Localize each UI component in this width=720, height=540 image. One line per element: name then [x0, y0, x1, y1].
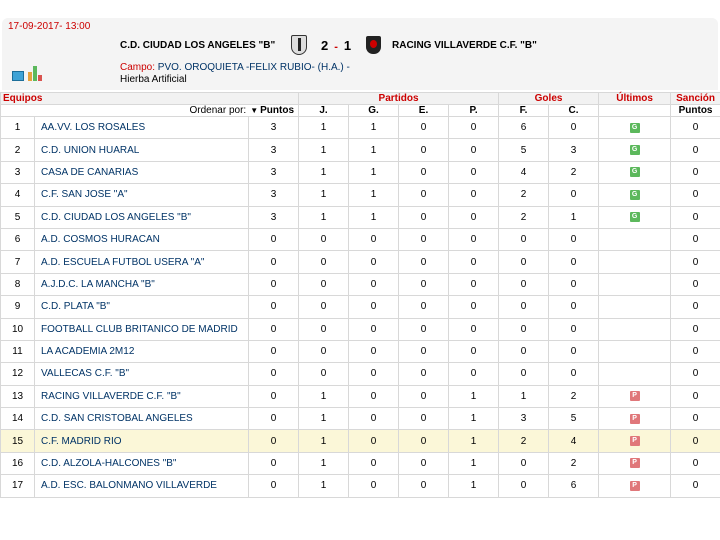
won: 0 [349, 452, 399, 474]
goals-for: 0 [499, 318, 549, 340]
sanction-points: 0 [671, 139, 720, 161]
points: 3 [249, 161, 299, 183]
team-name[interactable]: A.J.D.C. LA MANCHA "B" [35, 273, 249, 295]
goals-for: 1 [499, 385, 549, 407]
win-badge-icon: G [630, 167, 640, 177]
table-row[interactable] [1, 363, 720, 385]
last-result [599, 430, 671, 452]
table-row[interactable] [1, 318, 720, 340]
points: 0 [249, 296, 299, 318]
drawn: 0 [399, 139, 449, 161]
table-row[interactable] [1, 340, 720, 362]
sancion-header: Sanción [671, 93, 720, 105]
team-name[interactable]: LA ACADEMIA 2M12 [35, 340, 249, 362]
won: 1 [349, 206, 399, 228]
played: 0 [299, 363, 349, 385]
drawn: 0 [399, 430, 449, 452]
last-result [599, 161, 671, 183]
team-name[interactable]: C.D. UNION HUARAL [35, 139, 249, 161]
lost: 0 [449, 139, 499, 161]
lost: 0 [449, 363, 499, 385]
goals-for: 3 [499, 408, 549, 430]
points: 3 [249, 206, 299, 228]
position: 8 [1, 273, 35, 295]
col-header-ultimos [599, 105, 671, 117]
col-header-e[interactable]: E. [399, 105, 449, 117]
last-result [599, 139, 671, 161]
position: 10 [1, 318, 35, 340]
lost: 0 [449, 318, 499, 340]
team-name[interactable]: C.F. MADRID RIO [35, 430, 249, 452]
loss-badge-icon: P [630, 391, 640, 401]
position: 3 [1, 161, 35, 183]
team-name[interactable]: FOOTBALL CLUB BRITANICO DE MADRID [35, 318, 249, 340]
position: 4 [1, 184, 35, 206]
sanction-points: 0 [671, 340, 720, 362]
goals-for: 0 [499, 340, 549, 362]
last-result [599, 475, 671, 497]
goals-for: 0 [499, 251, 549, 273]
team-name[interactable]: VALLECAS C.F. "B" [35, 363, 249, 385]
won: 0 [349, 430, 399, 452]
lost: 0 [449, 228, 499, 250]
team-name[interactable]: C.F. SAN JOSE "A" [35, 184, 249, 206]
played: 1 [299, 117, 349, 139]
goals-against: 0 [549, 117, 599, 139]
last-result [599, 363, 671, 385]
played: 1 [299, 475, 349, 497]
goals-against: 0 [549, 251, 599, 273]
won: 1 [349, 161, 399, 183]
lost: 0 [449, 273, 499, 295]
last-result [599, 385, 671, 407]
goals-for: 0 [499, 273, 549, 295]
goals-against: 0 [549, 184, 599, 206]
team-name[interactable]: C.D. ALZOLA-HALCONES "B" [35, 452, 249, 474]
position: 16 [1, 452, 35, 474]
win-badge-icon: G [630, 212, 640, 222]
loss-badge-icon: P [630, 458, 640, 468]
sanction-points: 0 [671, 184, 720, 206]
table-row[interactable] [1, 161, 720, 183]
drawn: 0 [399, 385, 449, 407]
sanction-points: 0 [671, 408, 720, 430]
goles-header: Goles [499, 93, 599, 105]
points: 0 [249, 408, 299, 430]
sanction-points: 0 [671, 296, 720, 318]
win-badge-icon: G [630, 145, 640, 155]
table-row[interactable] [1, 228, 720, 250]
played: 1 [299, 184, 349, 206]
sort-control[interactable] [1, 105, 299, 117]
table-row[interactable] [1, 408, 720, 430]
venue-info [120, 62, 380, 86]
lost: 0 [449, 161, 499, 183]
goals-against: 3 [549, 139, 599, 161]
last-result [599, 318, 671, 340]
col-header-c[interactable]: C. [549, 105, 599, 117]
last-result [599, 184, 671, 206]
won: 0 [349, 340, 399, 362]
team-name[interactable]: AA.VV. LOS ROSALES [35, 117, 249, 139]
points: 3 [249, 117, 299, 139]
ultimos-header: Últimos [599, 93, 671, 105]
last-result [599, 117, 671, 139]
lost: 0 [449, 184, 499, 206]
sanction-points: 0 [671, 452, 720, 474]
score-separator: - [334, 41, 338, 53]
sanction-points: 0 [671, 206, 720, 228]
goals-for: 6 [499, 117, 549, 139]
goals-against: 5 [549, 408, 599, 430]
win-badge-icon: G [630, 190, 640, 200]
goals-against: 4 [549, 430, 599, 452]
sort-down-arrow-icon[interactable]: ▼ [250, 106, 259, 115]
won: 0 [349, 296, 399, 318]
table-row[interactable] [1, 184, 720, 206]
table-row[interactable] [1, 296, 720, 318]
team-name[interactable]: A.D. COSMOS HURACAN [35, 228, 249, 250]
points: 0 [249, 363, 299, 385]
position: 6 [1, 228, 35, 250]
won: 0 [349, 228, 399, 250]
last-result [599, 296, 671, 318]
table-row[interactable] [1, 475, 720, 497]
sort-label: Ordenar por: [189, 105, 247, 116]
won: 0 [349, 408, 399, 430]
lost: 0 [449, 251, 499, 273]
sanction-points: 0 [671, 251, 720, 273]
away-team-crest-icon [366, 36, 381, 54]
sanction-points: 0 [671, 475, 720, 497]
table-row[interactable] [1, 206, 720, 228]
won: 0 [349, 318, 399, 340]
team-name[interactable]: A.D. ESCUELA FUTBOL USERA "A" [35, 251, 249, 273]
goals-for: 2 [499, 430, 549, 452]
points: 0 [249, 340, 299, 362]
points: 0 [249, 251, 299, 273]
sanction-points: 0 [671, 117, 720, 139]
last-result [599, 206, 671, 228]
lost: 1 [449, 408, 499, 430]
points: 0 [249, 318, 299, 340]
team-name[interactable]: RACING VILLAVERDE C.F. "B" [35, 385, 249, 407]
team-name[interactable]: CASA DE CANARIAS [35, 161, 249, 183]
venue-label: Campo: [120, 62, 156, 73]
played: 0 [299, 296, 349, 318]
col-header-p[interactable]: P. [449, 105, 499, 117]
goals-for: 0 [499, 296, 549, 318]
drawn: 0 [399, 296, 449, 318]
table-row[interactable] [1, 139, 720, 161]
sanction-points: 0 [671, 385, 720, 407]
played: 1 [299, 408, 349, 430]
table-row[interactable] [1, 452, 720, 474]
won: 0 [349, 251, 399, 273]
position: 12 [1, 363, 35, 385]
played: 1 [299, 161, 349, 183]
goals-for: 4 [499, 161, 549, 183]
position: 11 [1, 340, 35, 362]
last-result [599, 340, 671, 362]
lost: 0 [449, 117, 499, 139]
points: 0 [249, 452, 299, 474]
goals-against: 2 [549, 452, 599, 474]
sanction-points: 0 [671, 273, 720, 295]
loss-badge-icon: P [630, 481, 640, 491]
position: 5 [1, 206, 35, 228]
points: 0 [249, 430, 299, 452]
points: 0 [249, 273, 299, 295]
won: 0 [349, 363, 399, 385]
drawn: 0 [399, 184, 449, 206]
last-result [599, 251, 671, 273]
partidos-header: Partidos [299, 93, 499, 105]
stats-chart-icon[interactable] [12, 65, 44, 81]
home-team-name[interactable]: C.D. CIUDAD LOS ANGELES "B" [120, 40, 276, 51]
team-name[interactable]: C.D. CIUDAD LOS ANGELES "B" [35, 206, 249, 228]
drawn: 0 [399, 318, 449, 340]
goals-against: 6 [549, 475, 599, 497]
team-name[interactable]: C.D. SAN CRISTOBAL ANGELES [35, 408, 249, 430]
table-row[interactable] [1, 430, 720, 452]
drawn: 0 [399, 273, 449, 295]
goals-for: 2 [499, 206, 549, 228]
sanction-points: 0 [671, 228, 720, 250]
played: 0 [299, 273, 349, 295]
drawn: 0 [399, 452, 449, 474]
position: 7 [1, 251, 35, 273]
table-row[interactable] [1, 385, 720, 407]
points: 0 [249, 228, 299, 250]
goals-against: 0 [549, 318, 599, 340]
won: 1 [349, 139, 399, 161]
goals-against: 0 [549, 273, 599, 295]
loss-badge-icon: P [630, 436, 640, 446]
col-header-f[interactable]: F. [499, 105, 549, 117]
position: 1 [1, 117, 35, 139]
table-row[interactable] [1, 251, 720, 273]
sort-by-puntos[interactable]: Puntos [260, 105, 295, 116]
last-result [599, 408, 671, 430]
home-score: 2 [321, 38, 329, 53]
goals-against: 0 [549, 340, 599, 362]
lost: 0 [449, 296, 499, 318]
played: 0 [299, 251, 349, 273]
last-result [599, 228, 671, 250]
drawn: 0 [399, 408, 449, 430]
lost: 0 [449, 206, 499, 228]
sanction-points: 0 [671, 318, 720, 340]
played: 0 [299, 228, 349, 250]
position: 13 [1, 385, 35, 407]
sanction-points: 0 [671, 161, 720, 183]
loss-badge-icon: P [630, 414, 640, 424]
points: 0 [249, 475, 299, 497]
away-team-name[interactable]: RACING VILLAVERDE C.F. "B" [392, 40, 537, 51]
won: 1 [349, 117, 399, 139]
played: 1 [299, 206, 349, 228]
played: 1 [299, 139, 349, 161]
goals-against: 0 [549, 363, 599, 385]
drawn: 0 [399, 228, 449, 250]
lost: 0 [449, 340, 499, 362]
team-name[interactable]: A.D. ESC. BALONMANO VILLAVERDE [35, 475, 249, 497]
goals-for: 0 [499, 228, 549, 250]
sanction-points: 0 [671, 430, 720, 452]
position: 15 [1, 430, 35, 452]
won: 0 [349, 385, 399, 407]
goals-against: 2 [549, 161, 599, 183]
last-result [599, 273, 671, 295]
team-name[interactable]: C.D. PLATA "B" [35, 296, 249, 318]
position: 17 [1, 475, 35, 497]
sanction-points: 0 [671, 363, 720, 385]
match-date: 17-09-2017- 13:00 [8, 21, 91, 32]
played: 1 [299, 385, 349, 407]
position: 9 [1, 296, 35, 318]
points: 0 [249, 385, 299, 407]
played: 0 [299, 318, 349, 340]
lost: 1 [449, 430, 499, 452]
col-header-g[interactable]: G. [349, 105, 399, 117]
lost: 1 [449, 385, 499, 407]
won: 1 [349, 184, 399, 206]
col-header-sancion-puntos: Puntos [671, 105, 720, 117]
goals-against: 2 [549, 385, 599, 407]
position: 14 [1, 408, 35, 430]
points: 3 [249, 184, 299, 206]
goals-against: 0 [549, 296, 599, 318]
drawn: 0 [399, 340, 449, 362]
position: 2 [1, 139, 35, 161]
goals-for: 0 [499, 475, 549, 497]
drawn: 0 [399, 251, 449, 273]
col-header-j[interactable]: J. [299, 105, 349, 117]
away-score: 1 [343, 38, 352, 53]
last-result [599, 452, 671, 474]
win-badge-icon: G [630, 123, 640, 133]
lost: 1 [449, 475, 499, 497]
drawn: 0 [399, 363, 449, 385]
venue-surface: Hierba Artificial [120, 74, 187, 85]
goals-for: 5 [499, 139, 549, 161]
goals-for: 0 [499, 452, 549, 474]
played: 1 [299, 430, 349, 452]
points: 3 [249, 139, 299, 161]
won: 0 [349, 475, 399, 497]
goals-against: 1 [549, 206, 599, 228]
drawn: 0 [399, 475, 449, 497]
equipos-header: Equipos [1, 93, 299, 105]
venue-name[interactable]: PVO. OROQUIETA -FELIX RUBIO- (H.A.) - [157, 62, 350, 73]
drawn: 0 [399, 206, 449, 228]
lost: 1 [449, 452, 499, 474]
drawn: 0 [399, 117, 449, 139]
match-score [321, 38, 351, 53]
played: 1 [299, 452, 349, 474]
played: 0 [299, 340, 349, 362]
goals-against: 0 [549, 228, 599, 250]
table-row[interactable] [1, 273, 720, 295]
goals-for: 2 [499, 184, 549, 206]
standings-table [0, 92, 720, 498]
table-row[interactable] [1, 117, 720, 139]
drawn: 0 [399, 161, 449, 183]
won: 0 [349, 273, 399, 295]
home-team-crest-icon [291, 35, 307, 55]
goals-for: 0 [499, 363, 549, 385]
